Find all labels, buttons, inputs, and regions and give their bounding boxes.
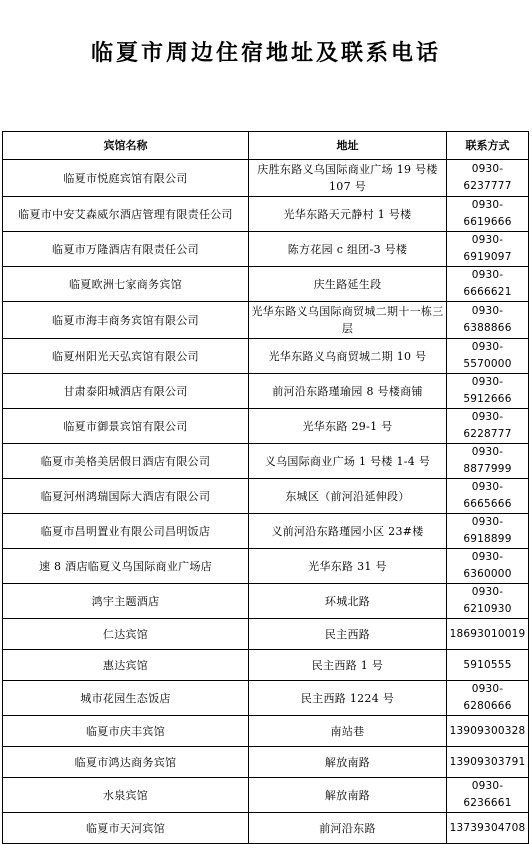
table-row [3,650,529,681]
hotel-name-cell: 临夏市御景宾馆有限公司 [3,409,249,444]
address-cell: 民主西路 1224 号 [249,681,447,716]
phone-cell: 0930-6236661 [447,778,529,813]
table-row [3,302,529,339]
phone-cell: 0930-6280666 [447,681,529,716]
phone-cell: 0930-6918899 [447,514,529,549]
table-row [3,267,529,302]
table-row [3,619,529,650]
header-hotel-name: 宾馆名称 [3,132,249,160]
hotel-name-cell: 仁达宾馆 [3,619,249,650]
address-cell: 解放南路 [249,747,447,778]
hotel-name-cell: 水泉宾馆 [3,778,249,813]
address-cell: 庆生路延生段 [249,267,447,302]
hotel-name-cell: 临夏市悦庭宾馆有限公司 [3,160,249,197]
address-cell: 光华东路 29-1 号 [249,409,447,444]
table-row [3,197,529,232]
phone-cell: 0930-6619666 [447,197,529,232]
header-address: 地址 [249,132,447,160]
address-cell: 民主西路 1 号 [249,650,447,681]
address-cell: 义乌国际商业广场 1 号楼 1-4 号 [249,444,447,479]
hotel-name-cell: 临夏市天河宾馆 [3,813,249,844]
phone-cell: 0930-6237777 [447,160,529,197]
address-cell: 民主西路 [249,619,447,650]
hotel-name-cell: 临夏市万隆酒店有限责任公司 [3,232,249,267]
phone-cell: 13909300328 [447,716,529,747]
table-row [3,374,529,409]
address-cell: 南站巷 [249,716,447,747]
table-row [3,444,529,479]
address-cell: 解放南路 [249,778,447,813]
hotel-name-cell: 临夏市美格美居假日酒店有限公司 [3,444,249,479]
hotel-name-cell: 惠达宾馆 [3,650,249,681]
hotel-name-cell: 鸿宇主题酒店 [3,584,249,619]
table-row [3,232,529,267]
table-row [3,716,529,747]
address-cell: 前河沿东路瑾瑜园 8 号楼商铺 [249,374,447,409]
header-phone: 联系方式 [447,132,529,160]
address-cell: 庆胜东路义乌国际商业广场 19 号楼 107 号 [249,160,447,197]
hotel-name-cell: 临夏欧洲七家商务宾馆 [3,267,249,302]
table-row [3,160,529,197]
table-row [3,813,529,844]
hotel-name-cell: 临夏河州鸿瑞国际大酒店有限公司 [3,479,249,514]
address-cell: 前河沿东路 [249,813,447,844]
phone-cell: 0930-5912666 [447,374,529,409]
address-cell: 环城北路 [249,584,447,619]
table-row [3,479,529,514]
table-row [3,747,529,778]
address-cell: 光华东路天元静村 1 号楼 [249,197,447,232]
table-row [3,409,529,444]
hotel-name-cell: 临夏市鸿达商务宾馆 [3,747,249,778]
address-cell: 义前河沿东路瑾园小区 23#楼 [249,514,447,549]
address-cell: 光华东路 31 号 [249,549,447,584]
hotel-name-cell: 城市花园生态饭店 [3,681,249,716]
hotel-name-cell: 临夏市海丰商务宾馆有限公司 [3,302,249,339]
hotel-name-cell: 甘肃泰阳城酒店有限公司 [3,374,249,409]
table-row [3,339,529,374]
phone-cell: 0930-6388866 [447,302,529,339]
hotel-name-cell: 临夏市中安艾森威尔酒店管理有限责任公司 [3,197,249,232]
table-header-row [3,132,529,160]
table-row [3,584,529,619]
phone-cell: 0930-6666621 [447,267,529,302]
phone-cell: 0930-6360000 [447,549,529,584]
phone-cell: 18693010019 [447,619,529,650]
page-title: 临夏市周边住宿地址及联系电话 [90,40,441,66]
phone-cell: 0930-6665666 [447,479,529,514]
phone-cell: 0930-5570000 [447,339,529,374]
address-cell: 陈方花园 c 组团-3 号楼 [249,232,447,267]
hotel-name-cell: 临夏市庆丰宾馆 [3,716,249,747]
phone-cell: 0930-6228777 [447,409,529,444]
hotel-table [2,131,529,844]
address-cell: 东城区（前河沿延伸段） [249,479,447,514]
phone-cell: 13739304708 [447,813,529,844]
phone-cell: 13909303791 [447,747,529,778]
hotel-name-cell: 速 8 酒店临夏义乌国际商业广场店 [3,549,249,584]
table-row [3,514,529,549]
address-cell: 光华东路义乌国际商贸城二期十一栋三层 [249,302,447,339]
table-row [3,778,529,813]
table-row [3,549,529,584]
hotel-name-cell: 临夏州阳光天弘宾馆有限公司 [3,339,249,374]
phone-cell: 0930-8877999 [447,444,529,479]
phone-cell: 0930-6919097 [447,232,529,267]
hotel-name-cell: 临夏市昌明置业有限公司昌明饭店 [3,514,249,549]
address-cell: 光华东路义乌商贸城二期 10 号 [249,339,447,374]
phone-cell: 0930-6210930 [447,584,529,619]
phone-cell: 5910555 [447,650,529,681]
table-row [3,681,529,716]
